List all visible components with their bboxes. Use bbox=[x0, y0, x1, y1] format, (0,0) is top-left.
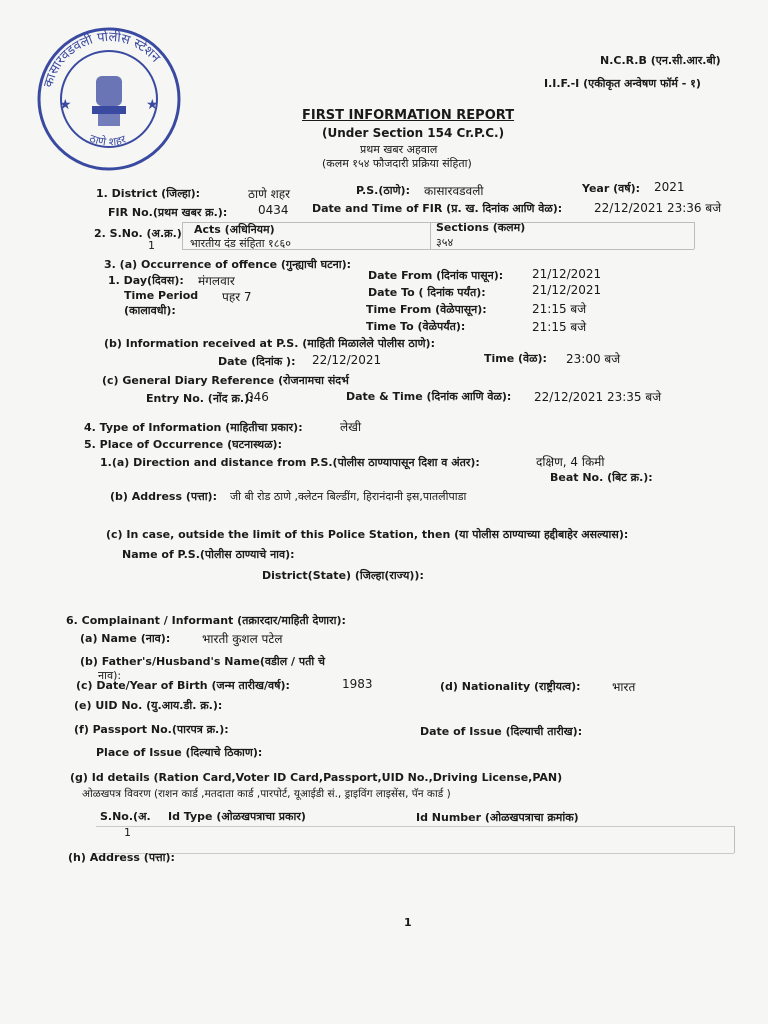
id-details-heading: (g) Id details (Ration Card,Voter ID Card,Passport,UID No.,Driving License,PAN) bbox=[70, 771, 563, 784]
date-from-label: Date From (दिनांक पासून): bbox=[368, 269, 504, 282]
time-period-value: पहर 7 bbox=[222, 290, 252, 304]
fir-datetime-label: Date and Time of FIR (प्र. ख. दिनांक आणि वेळ): bbox=[312, 202, 563, 215]
nationality-value: भारत bbox=[612, 680, 636, 694]
info-time-label: Time (वेळ): bbox=[484, 352, 547, 365]
date-to-value: 21/12/2021 bbox=[532, 283, 602, 297]
year-value: 2021 bbox=[654, 180, 685, 194]
fir-datetime-value: 22/12/2021 23:36 बजे bbox=[594, 201, 722, 215]
time-period-label: Time Period bbox=[124, 289, 199, 302]
fir-label: FIR No.(प्रथम खबर क्र.): bbox=[108, 206, 228, 219]
entry-no-value: 046 bbox=[246, 390, 269, 404]
complainant-address-label: (h) Address (पत्ता): bbox=[68, 851, 175, 864]
ncrb-label: N.C.R.B (एन.सी.आर.बी) bbox=[600, 54, 721, 67]
time-to-value: 21:15 बजे bbox=[532, 320, 587, 334]
id-sno-header: S.No.(अ. bbox=[100, 810, 151, 823]
info-type-value: लेखी bbox=[340, 420, 362, 434]
fir-value: 0434 bbox=[258, 203, 289, 217]
svg-text:कासारवडवली पोलीस स्टेशन: कासारवडवली पोलीस स्टेशन bbox=[41, 29, 163, 90]
time-period-label-hindi: (कालावधी): bbox=[124, 304, 176, 317]
id-table bbox=[96, 826, 734, 854]
father-name-label-cont: नाव): bbox=[98, 669, 122, 682]
nationality-label: (d) Nationality (राष्ट्रीयत्व): bbox=[440, 680, 581, 693]
acts-row-act: भारतीय दंड संहिता १८६० bbox=[190, 237, 291, 250]
direction-value: दक्षिण, 4 किमी bbox=[536, 455, 605, 469]
report-title: FIRST INFORMATION REPORT bbox=[302, 108, 515, 123]
report-subtitle: (Under Section 154 Cr.P.C.) bbox=[322, 126, 505, 140]
id-details-heading-hindi: ओळखपत्र विवरण (राशन कार्ड ,मतदाता कार्ड ,पारपोर्ट, यूआईडी सं., ड्राइविंग लाइसेंस, पॅन कार्ड ) bbox=[82, 788, 451, 800]
direction-label: 1.(a) Direction and distance from P.S.(पोलीस ठाण्यापासून दिशा व अंतर): bbox=[100, 456, 480, 469]
ps-label: P.S.(ठाणे): bbox=[356, 184, 410, 197]
acts-header: Acts (अधिनियम) bbox=[194, 223, 275, 236]
report-subtitle-hindi: (कलम १५४ फौजदारी प्रक्रिया संहिता) bbox=[322, 157, 472, 170]
acts-sno-header: 2. S.No. (अ.क्र.) bbox=[94, 227, 182, 240]
svg-text:★: ★ bbox=[59, 97, 72, 113]
acts-row-sno: 1 bbox=[148, 239, 155, 252]
sections-header: Sections (कलम) bbox=[436, 221, 526, 234]
date-to-label: Date To ( दिनांक पर्यंत): bbox=[368, 286, 486, 299]
occurrence-heading: 3. (a) Occurrence of offence (गुन्ह्याची घटना): bbox=[104, 258, 351, 271]
time-from-label: Time From (वेळेपासून): bbox=[366, 303, 487, 316]
date-of-issue-label: Date of Issue (दिल्याची तारीख): bbox=[420, 725, 583, 738]
iif-label: I.I.F.-I (एकीकृत अन्वेषण फॉर्म - १) bbox=[544, 77, 701, 90]
complainant-name-label: (a) Name (नाव): bbox=[80, 632, 171, 645]
acts-row-section: ३५४ bbox=[436, 236, 454, 249]
address-value: जी बी रोड ठाणे ,क्लेटन बिल्डींग, हिरानंदानी इस,पातलीपाडा bbox=[230, 490, 467, 503]
entry-no-label: Entry No. (नोंद क्र.): bbox=[146, 392, 254, 405]
report-title-hindi: प्रथम खबर अहवाल bbox=[360, 143, 438, 156]
info-received-heading: (b) Information received at P.S. (माहिती मिळालेले पोलीस ठाणे): bbox=[104, 337, 435, 350]
time-to-label: Time To (वेळेपर्यंत): bbox=[366, 320, 466, 333]
ps-name-label: Name of P.S.(पोलीस ठाण्याचे नाव): bbox=[122, 548, 295, 561]
info-date-value: 22/12/2021 bbox=[312, 353, 382, 367]
info-date-label: Date (दिनांक ): bbox=[218, 355, 296, 368]
time-from-value: 21:15 बजे bbox=[532, 302, 587, 316]
info-time-value: 23:00 बजे bbox=[566, 352, 621, 366]
complainant-heading: 6. Complainant / Informant (तक्रारदार/माहिती देणारा): bbox=[66, 614, 346, 627]
place-heading: 5. Place of Occurrence (घटनास्थळ): bbox=[84, 438, 282, 451]
uid-label: (e) UID No. (यु.आय.डी. क्र.): bbox=[74, 699, 223, 712]
date-from-value: 21/12/2021 bbox=[532, 267, 602, 281]
complainant-name-value: भारती कुशल पटेल bbox=[202, 632, 283, 646]
diary-datetime-label: Date & Time (दिनांक आणि वेळ): bbox=[346, 390, 512, 403]
father-name-label: (b) Father's/Husband's Name(वडील / पती चे bbox=[80, 655, 326, 668]
dob-label: (c) Date/Year of Birth (जन्म तारीख/वर्ष): bbox=[76, 679, 290, 692]
beat-no-label: Beat No. (बिट क्र.): bbox=[550, 471, 653, 484]
svg-text:★: ★ bbox=[146, 97, 159, 113]
page-number: 1 bbox=[404, 916, 412, 929]
dob-value: 1983 bbox=[342, 677, 373, 691]
day-label: 1. Day(दिवस): bbox=[108, 274, 184, 287]
ps-value: कासारवडवली bbox=[424, 184, 484, 198]
district-label: 1. District (जिल्हा): bbox=[96, 187, 201, 200]
info-type-label: 4. Type of Information (माहितीचा प्रकार): bbox=[84, 421, 303, 434]
district-value: ठाणे शहर bbox=[248, 187, 291, 201]
passport-label: (f) Passport No.(पारपत्र क्र.): bbox=[74, 723, 229, 736]
id-number-header: Id Number (ओळखपत्राचा क्रमांक) bbox=[416, 811, 579, 824]
year-label: Year (वर्ष): bbox=[582, 182, 641, 195]
place-of-issue-label: Place of Issue (दिल्याचे ठिकाण): bbox=[96, 746, 263, 759]
diary-reference-heading: (c) General Diary Reference (रोजनामचा संदर्भ bbox=[102, 374, 349, 387]
outside-limit-label: (c) In case, outside the limit of this Police Station, then (या पोलीस ठाण्याच्या हद्दीबाहेर असल्यास): bbox=[106, 528, 629, 541]
day-value: मंगलवार bbox=[198, 274, 235, 288]
svg-text:ठाणे शहर: ठाणे शहर bbox=[87, 131, 128, 149]
id-type-header: Id Type (ओळखपत्राचा प्रकार) bbox=[168, 810, 306, 823]
diary-datetime-value: 22/12/2021 23:35 बजे bbox=[534, 390, 662, 404]
id-row-sno: 1 bbox=[124, 826, 131, 839]
district-state-label: District(State) (जिल्हा(राज्य)): bbox=[262, 569, 424, 582]
address-label: (b) Address (पत्ता): bbox=[110, 490, 217, 503]
police-station-seal bbox=[34, 24, 184, 174]
